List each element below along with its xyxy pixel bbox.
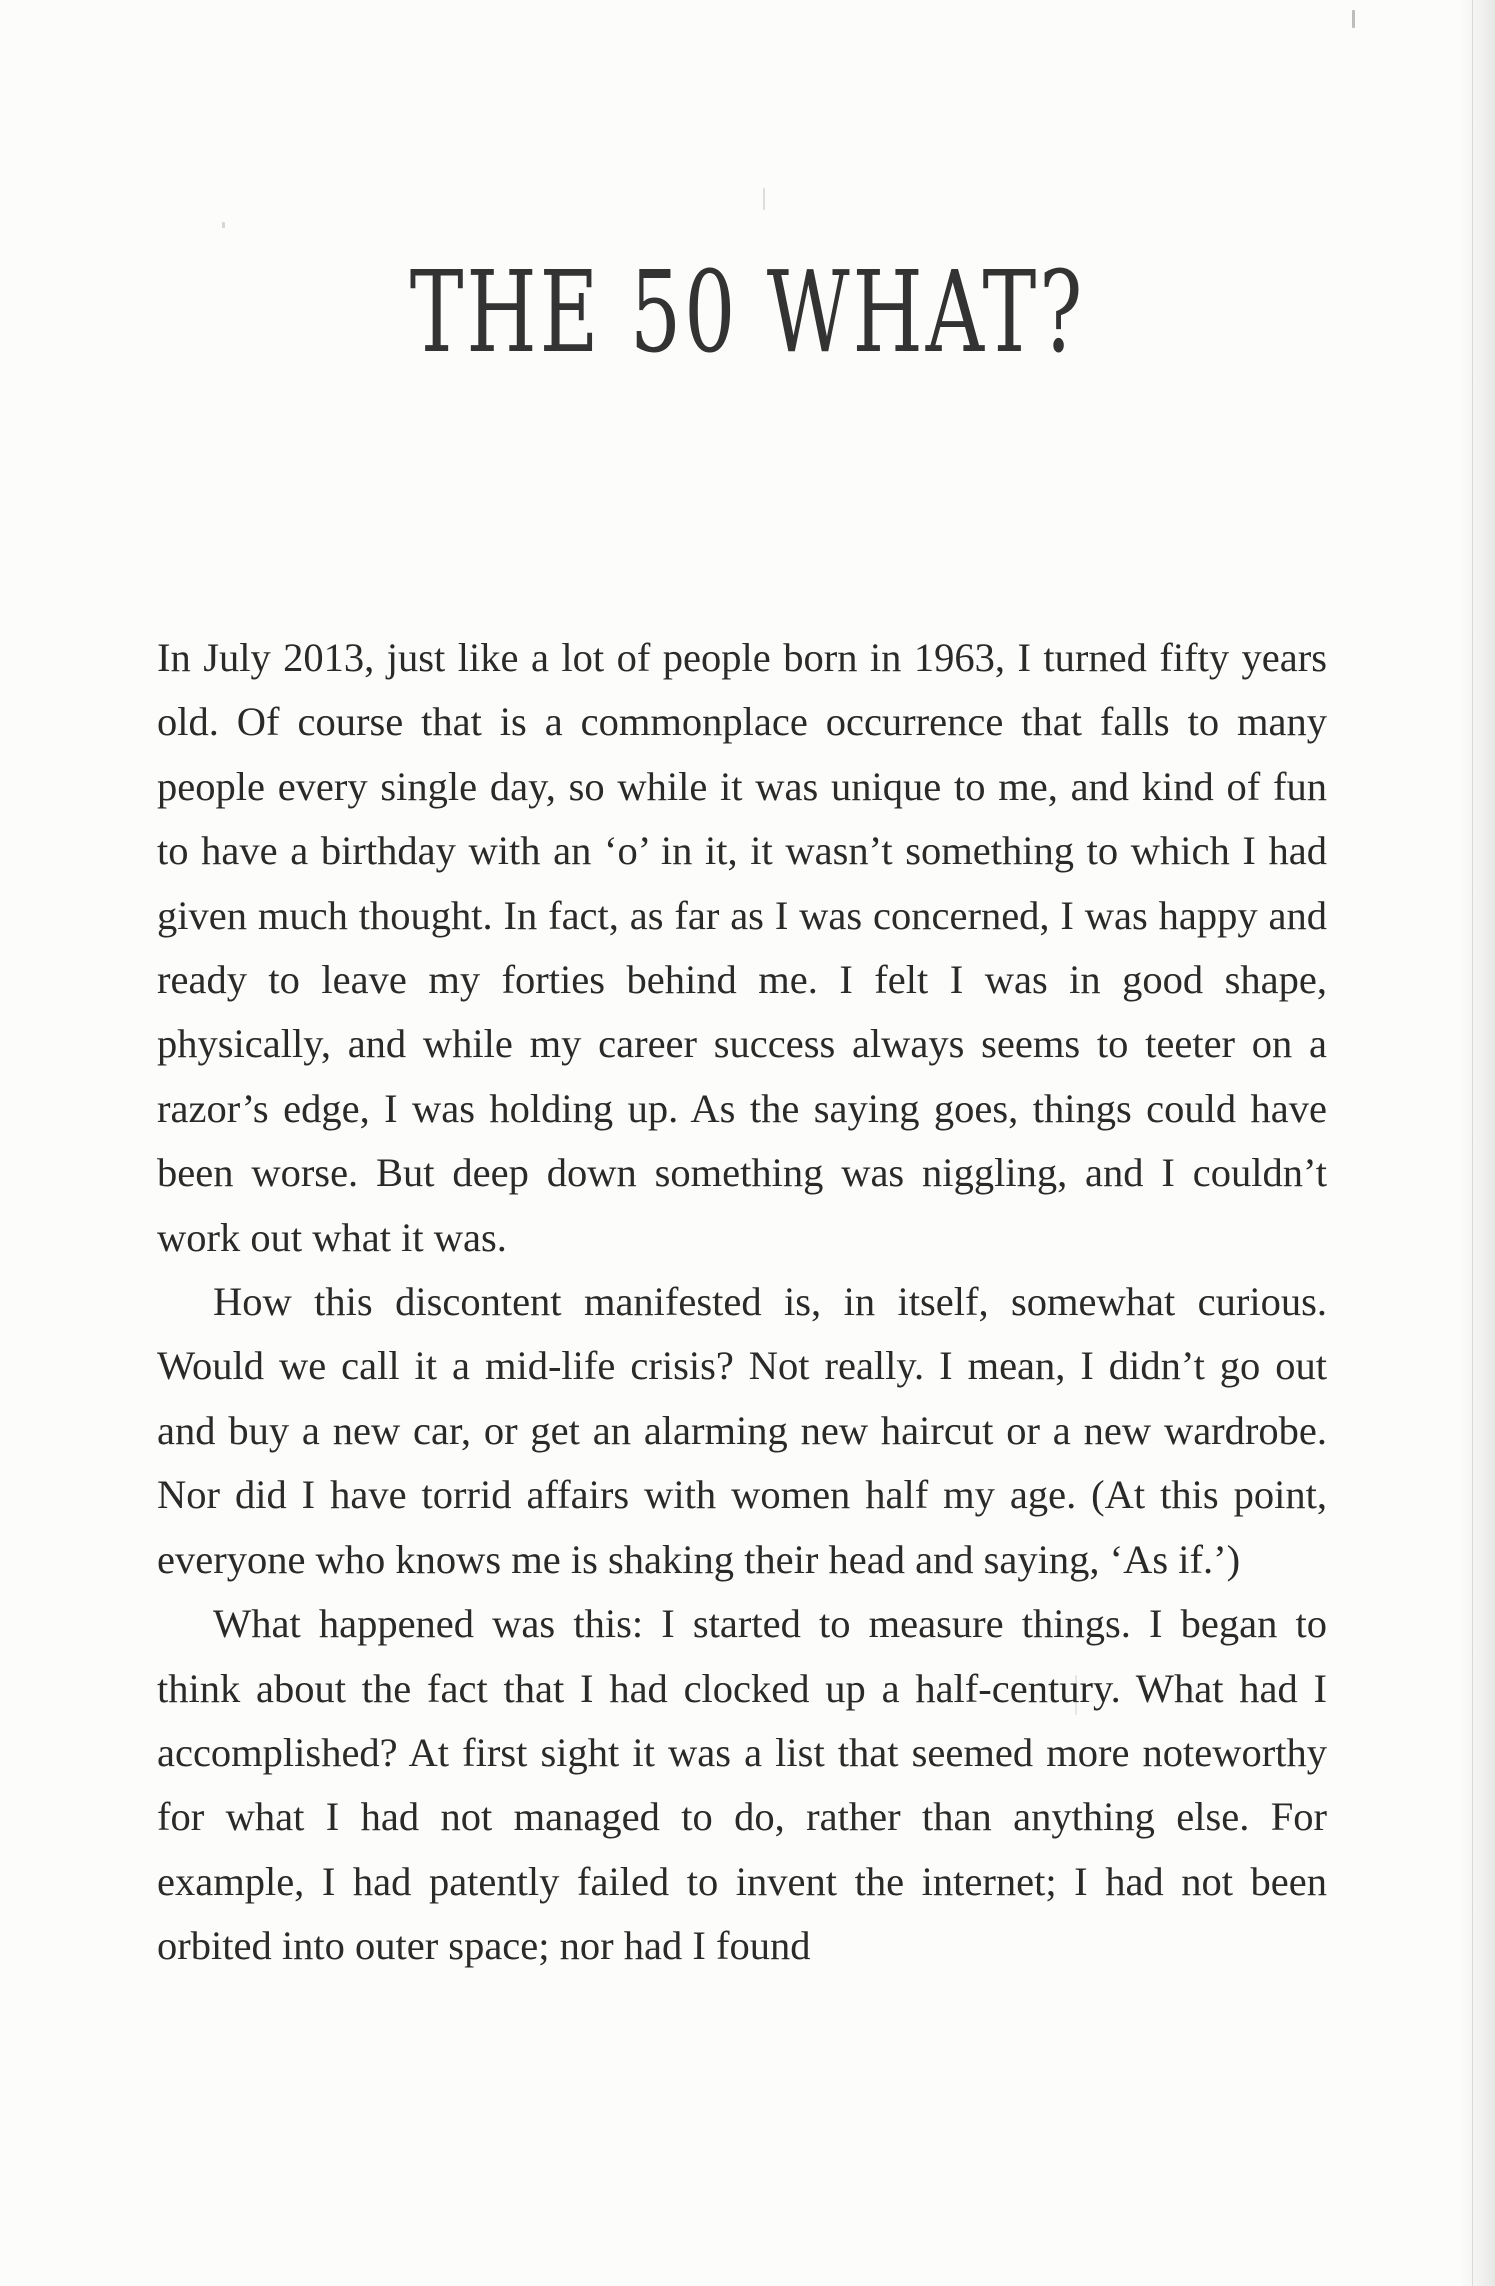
- paragraph-2: How this discontent manifested is, in itself, somewhat curious. Would we call it a mid-life crisis? Not really. I mean, I didn’t go out and buy a new car, or get an alarming new haircut or a new wardrobe. Nor did I have torrid affairs with women half my age. (At this point, everyone who knows me is shaking their head and saying, ‘As if.’): [157, 1279, 1327, 1582]
- page-edge-shadow: [1461, 0, 1495, 2286]
- body-text: [157, 626, 1327, 1979]
- scan-speck: [1352, 10, 1355, 28]
- page-edge-line: [1472, 0, 1473, 2286]
- chapter-title: THE 50 WHAT?: [409, 248, 1086, 378]
- scan-speck: [763, 188, 765, 210]
- scan-speck: [222, 222, 225, 228]
- paragraph-3: What happened was this: I started to measure things. I began to think about the fact that I had clocked up a half-century. What had I accomplished? At first sight it was a list that seemed more noteworthy for what I had not managed to do, rather than anything else. For example, I had patently failed to invent the internet; I had not been orbited into outer space; nor had I found: [157, 1601, 1327, 1969]
- paragraph-1: In July 2013, just like a lot of people born in 1963, I turned fifty years old. Of course that is a commonplace occurrence that falls to many people every single day, so while it was unique to me, and kind of fun to have a birthday with an ‘o’ in it, it wasn’t something to which I had given much thought. In fact, as far as I was concerned, I was happy and ready to leave my forties behind me. I felt I was in good shape, physically, and while my career success always seems to teeter on a razor’s edge, I was holding up. As the saying goes, things could have been worse. But deep down something was niggling, and I couldn’t work out what it was.: [157, 635, 1327, 1260]
